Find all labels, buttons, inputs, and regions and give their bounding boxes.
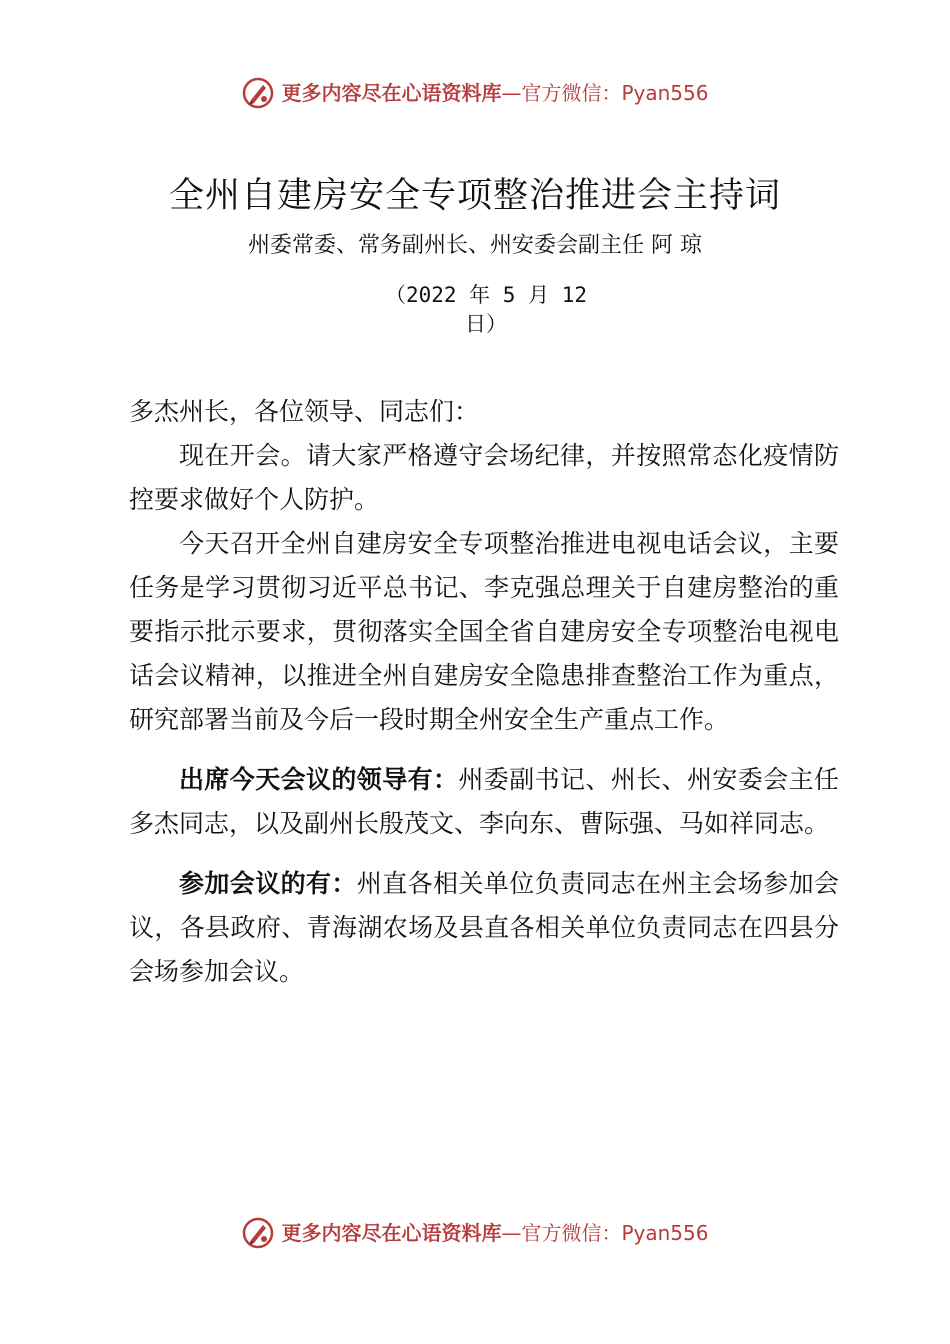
pen-logo-icon xyxy=(241,1216,275,1250)
wechat-text: 官方微信：Pyan556 xyxy=(521,1221,709,1245)
banner-separator: — xyxy=(501,81,522,105)
participants-label: 参加会议的有： xyxy=(179,869,357,898)
document-body xyxy=(129,390,839,994)
paragraph-attending-leaders xyxy=(129,758,839,846)
wechat-text: 官方微信：Pyan556 xyxy=(521,81,709,105)
paragraph-participants xyxy=(129,862,839,994)
paragraph-opening: 现在开会。请大家严格遵守会场纪律，并按照常态化疫情防控要求做好个人防护。 xyxy=(129,441,839,514)
document-title: 全州自建房安全专项整治推进会主持词 xyxy=(168,176,781,216)
participants-text: 州直各相关单位负责同志在州主会场参加会议，各县政府、青海湖农场及县直各相关单位负责同志在四县分会场参加会议。 xyxy=(129,869,839,986)
promo-text: 更多内容尽在心语资料库 xyxy=(281,1221,502,1245)
attending-leaders-label: 出席今天会议的领导有： xyxy=(179,765,459,794)
pen-logo-icon xyxy=(241,76,275,110)
paragraph-purpose: 今天召开全州自建房安全专项整治推进电视电话会议，主要任务是学习贯彻习近平总书记、李克强总理关于自建房整治的重要指示批示要求，贯彻落实全国全省自建房安全专项整治电视电话会议精神，以推进全州自建房安全隐患排查整治工作为重点，研究部署当前及今后一段时期全州安全生产重点工作。 xyxy=(129,529,839,734)
promo-text: 更多内容尽在心语资料库 xyxy=(281,81,502,105)
banner-separator: — xyxy=(501,1221,522,1245)
header-banner xyxy=(0,76,950,110)
attending-leaders-text: 州委副书记、州长、州安委会主任多杰同志，以及副州长殷茂文、李向东、曹际强、马如祥同志。 xyxy=(129,765,839,838)
document-date: （2022 年 5 月 12 日） xyxy=(384,283,588,336)
document-subtitle: 州委常委、常务副州长、州安委会副主任 阿 琼 xyxy=(248,233,702,258)
footer-banner xyxy=(0,1216,950,1250)
salutation: 多杰州长，各位领导、同志们： xyxy=(129,397,480,426)
